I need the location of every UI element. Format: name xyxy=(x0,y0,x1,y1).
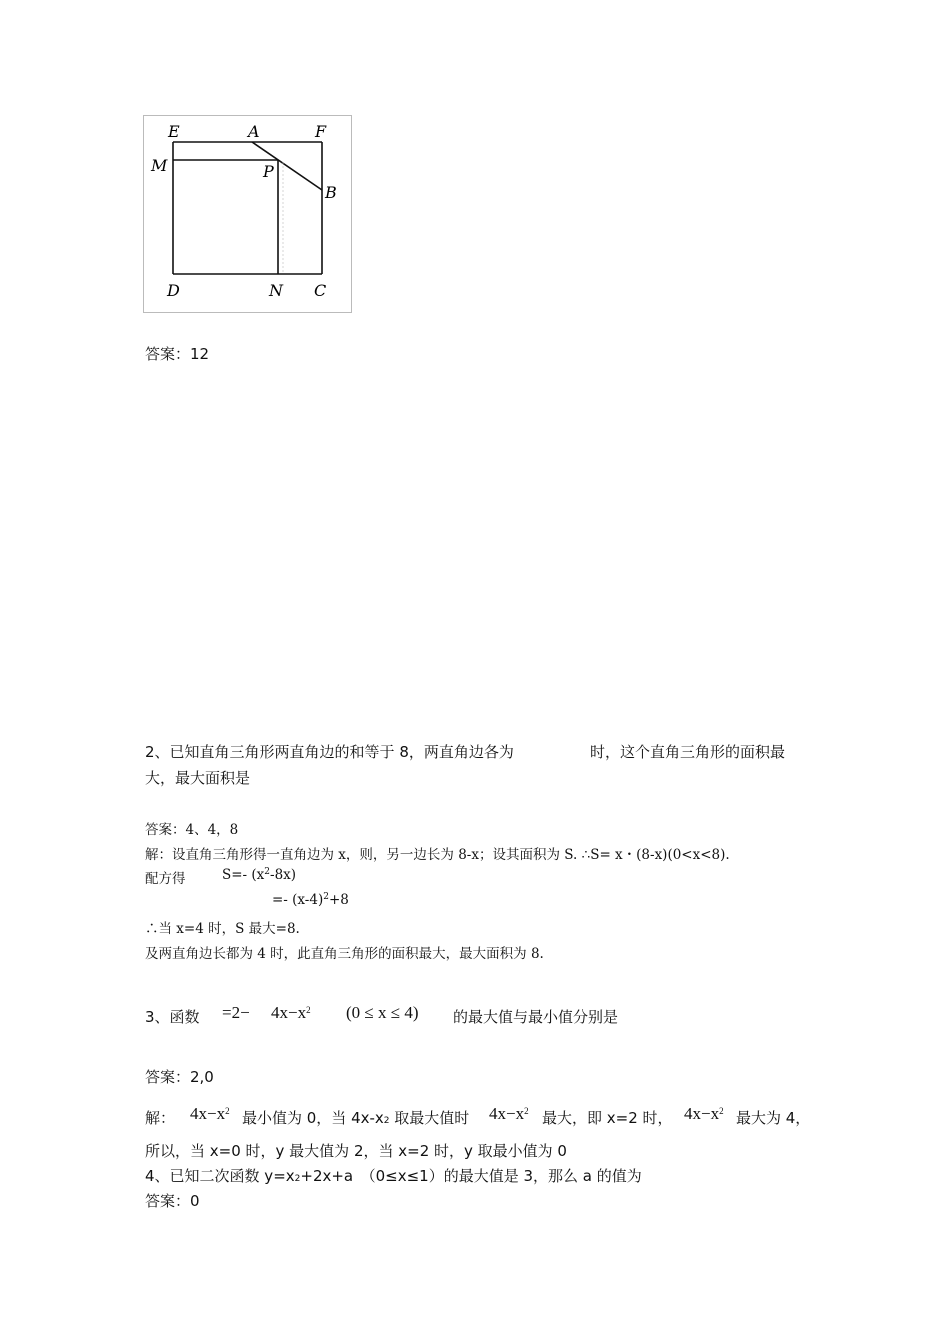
q3-solution-expr3 xyxy=(684,1104,724,1124)
q3-solution-expr1 xyxy=(190,1104,230,1124)
q1-answer: 答案：12 xyxy=(145,345,210,363)
q3-sol-t1: 最小值为 0，当 4x-x xyxy=(242,1109,384,1127)
q2-line1-b: 时，这个直角三角形的面积最 xyxy=(590,743,786,761)
q2-expr-part2: -8x) xyxy=(270,867,297,883)
q3-expr-a: =2− xyxy=(222,1003,250,1022)
q3-expr-sup: 2 xyxy=(306,1005,311,1015)
label-c: C xyxy=(314,281,327,300)
q3-sol-expr3-sup: 2 xyxy=(719,1106,724,1116)
q4-text-sub: 2 xyxy=(294,1174,301,1184)
label-n: N xyxy=(269,281,283,300)
q3-solution-text1 xyxy=(242,1107,469,1128)
geometry-figure xyxy=(143,115,352,313)
q3-sol-t1-sub: 2 xyxy=(383,1116,390,1126)
q3-expr-b xyxy=(271,1003,311,1023)
q2-expr3-part2: +8 xyxy=(328,892,349,908)
q3-sol-expr2-text: 4x−x xyxy=(489,1104,525,1123)
q4-text-b: +2x+a （0≤x≤1）的最大值是 3，那么 a 的值为 xyxy=(300,1167,642,1185)
q3-sol-expr1-text: 4x−x xyxy=(190,1104,226,1123)
q2-expr-sup: 2 xyxy=(264,867,271,877)
q4-answer: 答案：0 xyxy=(145,1192,200,1210)
q2-line2: 大，最大面积是 xyxy=(145,769,251,787)
q2-solution-line1: 解：设直角三角形得一直角边为 x，则，另一边长为 8-x；设其面积为 S. ∴S= x・(8-x)(0<x<8). xyxy=(145,847,730,863)
label-d: D xyxy=(167,281,180,300)
q3-sol-t1b: 取最大值时 xyxy=(389,1109,470,1127)
q4-text-a: 4、已知二次函数 y=x xyxy=(145,1167,295,1185)
q3-solution-text3: 最大为 4， xyxy=(736,1109,811,1127)
label-f: F xyxy=(315,122,327,141)
q3-sol-expr3-text: 4x−x xyxy=(684,1104,720,1123)
q2-solution-line5: 及两直角边长都为 4 时，此直角三角形的面积最大，最大面积为 8. xyxy=(145,946,544,962)
q2-solution-line4: ∴当 x=4 时，S 最大=8. xyxy=(145,921,300,937)
label-b: B xyxy=(325,183,337,202)
q2-answer: 答案：4、4，8 xyxy=(145,822,239,838)
q3-solution-text2: 最大，即 x=2 时， xyxy=(542,1109,673,1127)
q3-answer: 答案：2,0 xyxy=(145,1068,214,1086)
q2-expr3-part1: =- (x-4) xyxy=(272,892,324,908)
q3-sol-expr2-sup: 2 xyxy=(524,1106,529,1116)
q3-solution-line2: 所以，当 x=0 时，y 最大值为 2，当 x=2 时，y 取最小值为 0 xyxy=(145,1142,567,1160)
label-a: A xyxy=(248,122,260,141)
q2-line1-a: 2、已知直角三角形两直角边的和等于 8，两直角边各为 xyxy=(145,743,514,761)
figure-diagram xyxy=(144,116,351,312)
q2-solution-line2-label: 配方得 xyxy=(145,871,186,887)
q2-solution-line2-expr xyxy=(222,867,296,883)
q3-solution-label: 解： xyxy=(145,1109,176,1127)
q2-expr-part1: S=- (x xyxy=(222,867,265,883)
q3-prefix: 3、函数 xyxy=(145,1008,200,1026)
label-e: E xyxy=(168,122,180,141)
q3-expr-b-text: 4x−x xyxy=(271,1003,307,1022)
q3-suffix: 的最大值与最小值分别是 xyxy=(453,1008,619,1026)
q3-sol-expr1-sup: 2 xyxy=(225,1106,230,1116)
label-m: M xyxy=(151,156,168,175)
q2-expr3-sup: 2 xyxy=(323,892,329,902)
q4-question xyxy=(145,1165,642,1186)
q3-domain: (0 ≤ x ≤ 4) xyxy=(346,1003,419,1022)
q3-solution-expr2 xyxy=(489,1104,529,1124)
label-p: P xyxy=(263,162,274,181)
q2-solution-line3-expr xyxy=(272,892,349,908)
